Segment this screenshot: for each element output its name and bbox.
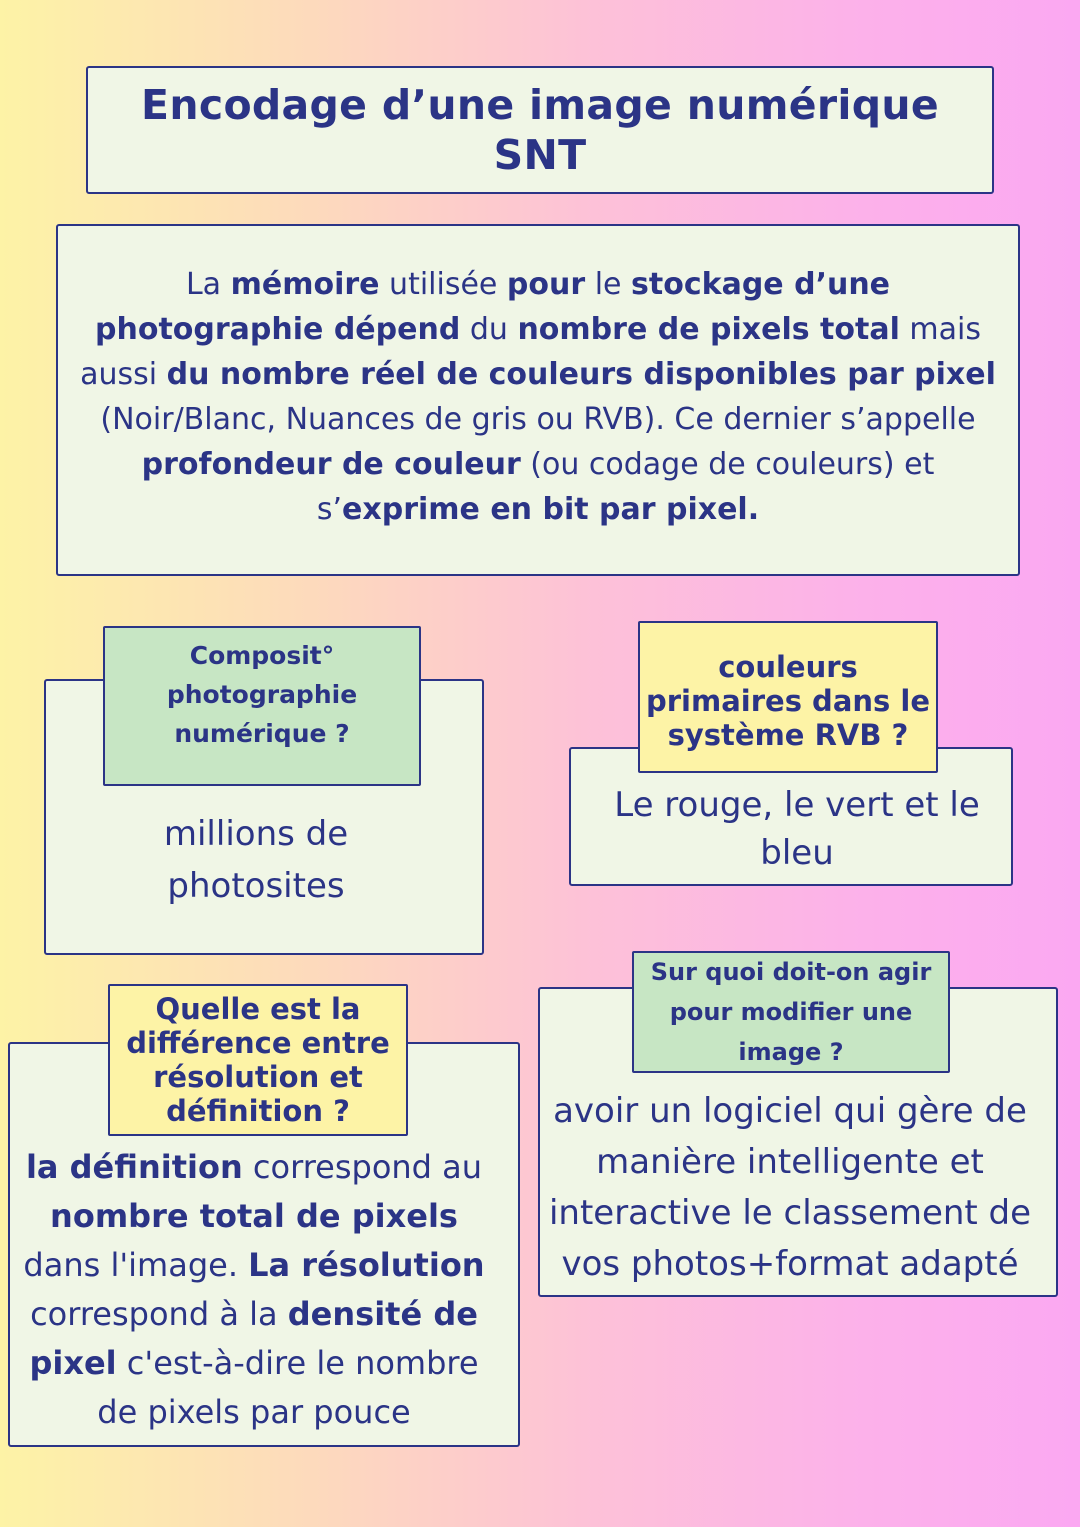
intro-bold-1: mémoire xyxy=(230,267,380,302)
page-subtitle: SNT xyxy=(493,131,587,179)
card-rvb-question-line: système RVB ? xyxy=(667,718,909,752)
card-modify-answer-line: avoir un logiciel qui gère de xyxy=(553,1091,1027,1131)
intro-box xyxy=(56,224,1020,576)
card-modify-question xyxy=(632,951,950,1073)
card-resolution-bold: densité de pixel xyxy=(29,1295,478,1382)
card-modify-answer-line: manière intelligente et xyxy=(596,1142,984,1182)
card-rvb-question-line: couleurs xyxy=(718,650,858,684)
intro-bold-6: profondeur de couleur xyxy=(141,447,521,482)
card-rvb-answer xyxy=(569,781,1025,877)
card-resolution-question xyxy=(108,984,408,1136)
card-resolution-bold: nombre total de pixels xyxy=(50,1197,458,1235)
card-composition-question-line: photographie xyxy=(166,679,358,709)
intro-bold-7: exprime en bit par pixel. xyxy=(342,492,760,527)
intro-text-4: du xyxy=(460,312,518,347)
intro-bold-3: stockage d’une photographie dépend xyxy=(95,267,891,347)
intro-text-3: le xyxy=(585,267,632,302)
card-modify-answer-line: interactive le classement de xyxy=(548,1193,1032,1233)
card-composition-answer xyxy=(44,808,468,912)
intro-text-2: utilisée xyxy=(379,267,507,302)
title-box xyxy=(86,66,994,194)
card-modify-question-line: Sur quoi doit-on agir xyxy=(650,958,932,986)
card-rvb-answer-line: Le rouge, le vert et le xyxy=(614,785,980,825)
card-resolution-answer xyxy=(12,1143,496,1437)
card-resolution-text: dans l'image. xyxy=(23,1246,249,1284)
card-resolution-text: correspond à la xyxy=(30,1295,288,1333)
intro-bold-2: pour xyxy=(506,267,586,302)
card-resolution-text: correspond au xyxy=(242,1148,483,1186)
card-resolution-question-line: définition ? xyxy=(166,1094,350,1128)
intro-text-6: (Noir/Blanc, Nuances de gris ou RVB). Ce dernier s’appelle xyxy=(100,402,976,437)
card-resolution-question-line: résolution et xyxy=(153,1060,363,1094)
intro-text-1: La xyxy=(185,267,231,302)
card-modify-answer xyxy=(540,1086,1040,1290)
card-composition-question xyxy=(103,626,421,786)
card-resolution-text: c'est-à-dire le nombre de pixels par pouce xyxy=(97,1344,479,1431)
intro-text-7: (ou codage de couleurs) et s’ xyxy=(316,447,935,527)
intro-bold-4: nombre de pixels total xyxy=(517,312,900,347)
card-resolution-question-line: Quelle est la xyxy=(155,992,361,1026)
card-modify-question-line: pour modifier une xyxy=(669,998,913,1026)
card-composition-answer-line: photosites xyxy=(167,866,345,906)
intro-bold-5: du nombre réel de couleurs disponibles par pixel xyxy=(166,357,996,392)
card-rvb-question-line: primaires dans le xyxy=(646,684,930,718)
card-resolution-bold: la définition xyxy=(25,1148,243,1186)
card-modify-answer-line: vos photos+format adapté xyxy=(561,1244,1019,1284)
intro-text-5: mais aussi xyxy=(80,312,981,392)
card-composition-answer-line: millions de xyxy=(163,814,349,854)
card-composition-question-line: numérique ? xyxy=(174,718,350,748)
card-modify-question-line: image ? xyxy=(738,1038,844,1066)
card-rvb-question xyxy=(638,621,938,773)
card-resolution-bold: La résolution xyxy=(248,1246,485,1284)
intro-paragraph xyxy=(78,262,998,532)
card-composition-question-line: Composit° xyxy=(189,640,335,670)
card-resolution-question-line: différence entre xyxy=(126,1026,390,1060)
card-rvb-answer-line: bleu xyxy=(760,833,834,873)
page-title: Encodage d’une image numérique xyxy=(141,81,939,129)
